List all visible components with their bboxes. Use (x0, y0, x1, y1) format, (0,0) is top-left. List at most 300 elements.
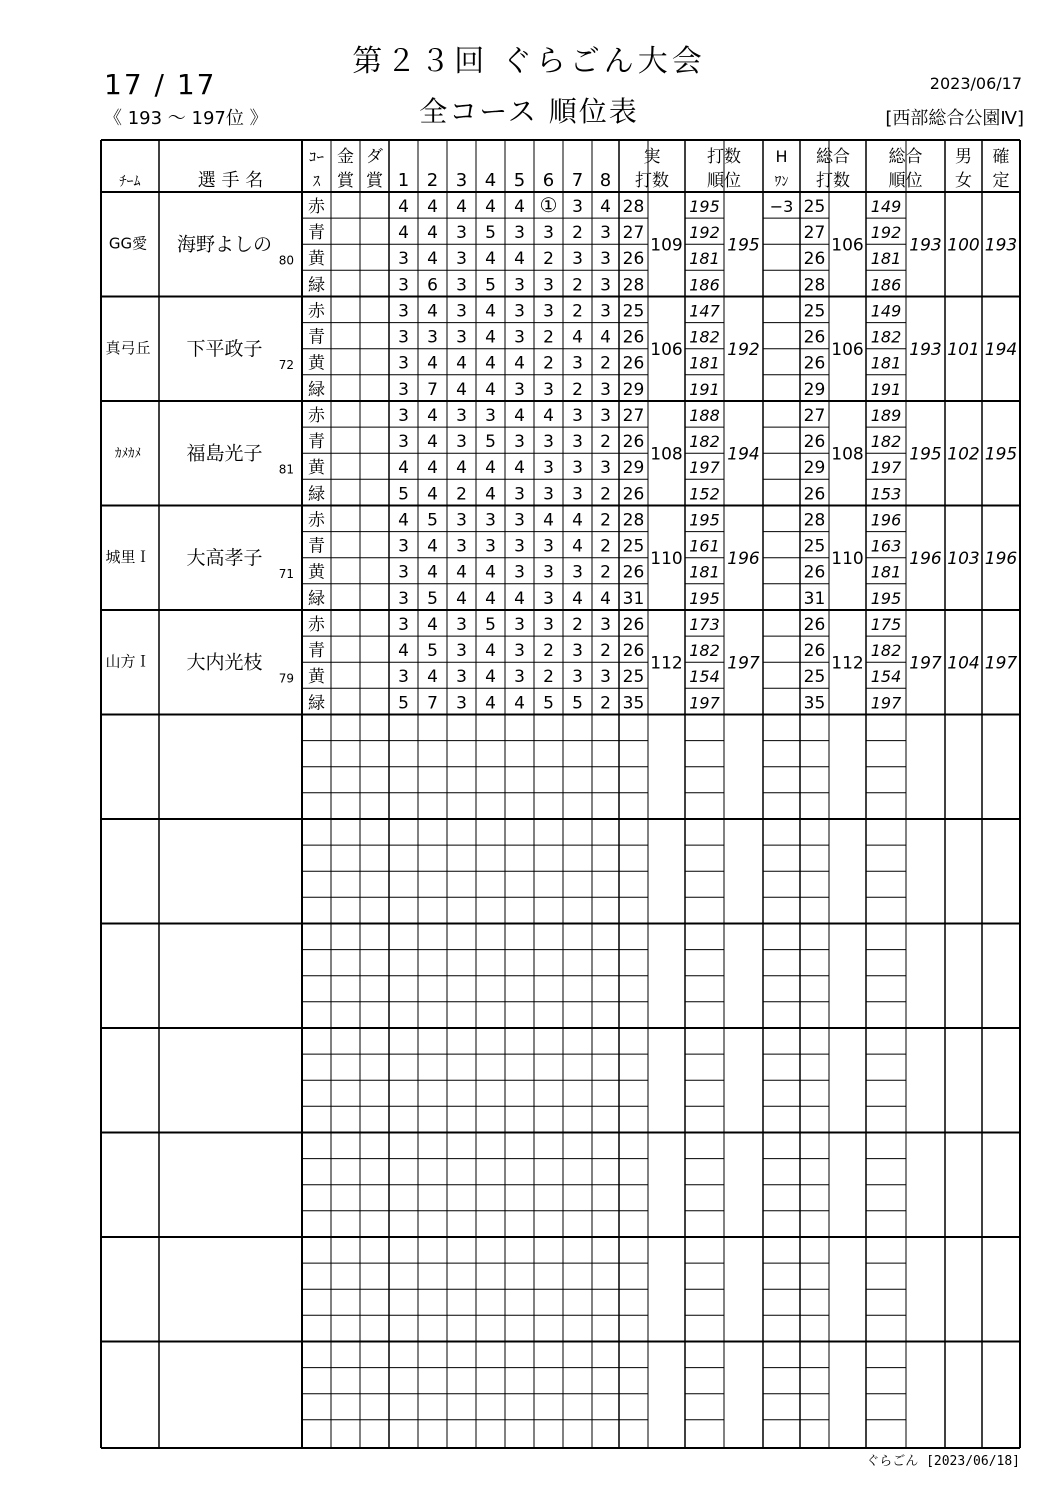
total-rank: 193 (909, 339, 942, 360)
total-rank: 197 (909, 653, 942, 674)
hole-score: 5 (485, 432, 496, 453)
hole-score: 4 (398, 641, 409, 662)
course-rank: 197 (689, 693, 720, 713)
final-rank: 197 (984, 653, 1018, 674)
final-rank: 193 (984, 235, 1018, 256)
total-course-rank: 197 (870, 693, 902, 713)
hole-score: 3 (572, 484, 583, 505)
header-rank2: 総合 (888, 147, 923, 167)
team-name: ｶﾒｶﾒ (115, 446, 141, 462)
hole-score: 3 (572, 249, 583, 270)
course-subtotal: 26 (622, 615, 645, 635)
hole-score: 2 (600, 510, 611, 531)
hole-score: 4 (456, 588, 467, 609)
hole-score: 4 (514, 693, 525, 714)
hole-score: 3 (543, 458, 554, 479)
hole-score: 3 (398, 327, 409, 348)
hole-score: 3 (456, 641, 467, 662)
hole-score: 3 (456, 536, 467, 557)
course-rank: 195 (689, 510, 720, 530)
hole-score: 5 (398, 693, 409, 714)
header-total: 打数 (816, 171, 850, 191)
hole-score: 3 (456, 693, 467, 714)
hole-score: 2 (543, 327, 554, 348)
hole-score: 3 (456, 615, 467, 635)
gender-rank: 103 (947, 548, 980, 569)
hole-score: 4 (427, 458, 438, 479)
hole-score: 3 (514, 432, 525, 453)
course-subtotal: 28 (622, 197, 645, 217)
total-course-rank: 181 (870, 562, 902, 582)
hole-score: 3 (600, 223, 611, 244)
header-rank1: 打数 (707, 147, 741, 167)
hole-score: 5 (485, 615, 496, 635)
hole-score: 4 (514, 353, 525, 374)
hole-score: 5 (543, 693, 554, 714)
header-da: 賞 (366, 171, 383, 191)
hole-score: 4 (543, 510, 554, 531)
hole-score: 2 (572, 275, 583, 296)
course-subtotal: 25 (622, 536, 645, 557)
hole-score: 3 (456, 301, 467, 322)
header-hole-5: 5 (513, 170, 526, 191)
gender-rank: 104 (947, 653, 980, 674)
player-age: 72 (278, 357, 294, 372)
hole-score: 5 (572, 693, 583, 714)
hole-score: 4 (514, 249, 525, 270)
hole-score: 3 (514, 641, 525, 662)
hole-score: 3 (427, 327, 438, 348)
total-subtotal: 26 (803, 615, 826, 635)
course-rank: 197 (689, 458, 720, 478)
hole-score: 4 (485, 693, 496, 714)
actual-strokes: 110 (650, 548, 683, 569)
hole-score: 2 (456, 484, 467, 505)
total-strokes: 110 (831, 548, 864, 569)
course-rank: 195 (689, 588, 720, 608)
hole-score: 3 (600, 667, 611, 688)
hole-score: 3 (514, 301, 525, 322)
course-name: 緑 (308, 693, 325, 714)
final-rank: 195 (984, 444, 1018, 465)
team-name: GG愛 (108, 234, 148, 253)
stroke-rank: 195 (727, 235, 760, 256)
total-rank: 195 (909, 444, 942, 465)
course-name: 黄 (308, 667, 325, 688)
total-strokes: 108 (831, 444, 864, 465)
hole-score: 4 (514, 458, 525, 479)
header-name: 選 手 名 (197, 170, 264, 191)
course-rank: 182 (689, 432, 720, 452)
total-subtotal: 26 (803, 432, 826, 453)
hole-score: 2 (572, 615, 583, 635)
hole-score: 2 (600, 562, 611, 583)
hole-score: 3 (543, 484, 554, 505)
course-rank: 195 (689, 197, 720, 216)
hole-score: 3 (398, 249, 409, 270)
hole-score: 5 (485, 275, 496, 296)
hole-score: 2 (600, 641, 611, 662)
header-gender: 女 (955, 171, 972, 191)
course-rank: 152 (689, 484, 720, 504)
header-hole-8: 8 (599, 170, 612, 191)
hole-score: 4 (427, 667, 438, 688)
course-rank: 181 (689, 249, 720, 269)
total-subtotal: 26 (803, 484, 826, 505)
hole-score: 2 (600, 536, 611, 557)
hole-score: 3 (572, 197, 583, 217)
course-subtotal: 27 (622, 406, 645, 426)
hole-score: 4 (485, 641, 496, 662)
total-strokes: 106 (831, 339, 864, 360)
hole-score: 3 (514, 379, 525, 400)
hole-score: 2 (600, 484, 611, 505)
course-name: 赤 (308, 615, 325, 635)
total-subtotal: 25 (803, 301, 826, 322)
hole-score: 3 (398, 562, 409, 583)
total-course-rank: 196 (870, 510, 902, 530)
header-final: 確 (992, 147, 1010, 167)
stroke-rank: 196 (727, 548, 760, 569)
hole-score: 4 (572, 510, 583, 531)
hole-score: 3 (398, 667, 409, 688)
hole-score: 4 (572, 536, 583, 557)
course-rank: 191 (689, 379, 720, 399)
hole-score: 4 (485, 588, 496, 609)
hole-score: 3 (398, 379, 409, 400)
player-name: 海野よしの (176, 233, 273, 256)
hole-score: 3 (572, 432, 583, 453)
header-kin: 金 (337, 147, 354, 167)
course-name: 黄 (308, 249, 325, 270)
total-course-rank: 175 (870, 615, 902, 634)
player-name: 大内光枝 (186, 651, 263, 674)
header-handicap: ﾜﾝ (774, 174, 789, 190)
total-course-rank: 197 (870, 458, 902, 478)
total-subtotal: 26 (803, 353, 826, 374)
course-subtotal: 28 (622, 510, 645, 531)
hole-score: 3 (398, 432, 409, 453)
player-name: 大高孝子 (186, 546, 263, 569)
course-subtotal: 27 (622, 223, 645, 244)
hole-score: 4 (485, 484, 496, 505)
hole-score: 4 (427, 484, 438, 505)
course-subtotal: 26 (622, 562, 645, 583)
hole-score: 3 (456, 223, 467, 244)
total-subtotal: 27 (803, 406, 826, 426)
hole-score: 3 (543, 223, 554, 244)
total-strokes: 112 (831, 653, 864, 674)
hole-score: 3 (543, 536, 554, 557)
player-age: 80 (278, 253, 294, 268)
header-final: 定 (992, 171, 1010, 191)
total-course-rank: 181 (870, 353, 902, 373)
hole-score: 3 (543, 379, 554, 400)
page-subtitle: 全コース 順位表 (419, 95, 639, 128)
total-course-rank: 195 (870, 588, 902, 608)
total-rank: 196 (909, 548, 942, 569)
hole-score: 2 (543, 667, 554, 688)
hole-score: 5 (398, 484, 409, 505)
hole-score: 3 (600, 458, 611, 479)
hole-score: 4 (456, 353, 467, 374)
hole-score: 4 (398, 197, 409, 217)
hole-score: 3 (514, 223, 525, 244)
hole-score: 4 (427, 432, 438, 453)
final-rank: 196 (984, 548, 1018, 569)
course-subtotal: 29 (622, 458, 645, 479)
total-subtotal: 26 (803, 641, 826, 662)
course-rank: 147 (689, 301, 720, 321)
course-subtotal: 26 (622, 327, 645, 348)
page-title: 第２３回 ぐらごん大会 (352, 44, 706, 79)
course-rank: 192 (689, 223, 720, 243)
course-name: 青 (308, 327, 325, 348)
stroke-rank: 197 (727, 653, 760, 674)
header-handicap: H (775, 147, 788, 166)
course-rank: 188 (689, 406, 720, 425)
team-name: 山方Ｉ (105, 652, 151, 671)
header-hole-4: 4 (484, 170, 497, 191)
header-rank2: 順位 (888, 171, 923, 191)
course-name: 赤 (308, 406, 325, 426)
header-actual: 打数 (635, 171, 669, 191)
hole-score: 4 (485, 249, 496, 270)
total-subtotal: 26 (803, 249, 826, 270)
hole-score: 3 (398, 588, 409, 609)
course-subtotal: 26 (622, 249, 645, 270)
total-subtotal: 35 (803, 693, 826, 714)
hole-score: 4 (600, 327, 611, 348)
hole-score: 4 (427, 536, 438, 557)
hole-score: 4 (485, 353, 496, 374)
total-subtotal: 25 (803, 536, 826, 557)
total-subtotal: 25 (803, 197, 826, 217)
hole-score: 4 (514, 588, 525, 609)
hole-score: 4 (398, 510, 409, 531)
course-name: 緑 (308, 484, 325, 505)
footer-credit: ぐらごん [2023/06/18] (866, 1454, 1020, 1469)
hole-score: 2 (543, 353, 554, 374)
header-actual: 実 (643, 147, 661, 167)
course-subtotal: 35 (622, 693, 645, 714)
hole-score: 4 (398, 458, 409, 479)
hole-score: 3 (572, 353, 583, 374)
hole-score: 3 (398, 301, 409, 322)
actual-strokes: 108 (650, 444, 683, 465)
hole-score: 3 (572, 406, 583, 426)
hole-score: 3 (572, 562, 583, 583)
total-course-rank: 192 (870, 223, 902, 243)
hole-score: 2 (600, 432, 611, 453)
hole-score: 3 (543, 432, 554, 453)
hole-score: 5 (427, 588, 438, 609)
hole-score: 3 (514, 536, 525, 557)
course-name: 赤 (308, 301, 325, 322)
course-name: 青 (308, 432, 325, 453)
hole-score: 3 (514, 562, 525, 583)
header-total: 総合 (816, 147, 850, 167)
course-name: 黄 (308, 353, 325, 374)
hole-score: 3 (572, 667, 583, 688)
player-age: 81 (278, 462, 294, 477)
total-course-rank: 149 (870, 301, 902, 321)
hole-score: 4 (398, 223, 409, 244)
course-subtotal: 26 (622, 432, 645, 453)
hole-score: 3 (456, 667, 467, 688)
player-name: 下平政子 (186, 337, 263, 360)
header-kin: 賞 (337, 171, 354, 191)
hole-score: 4 (427, 353, 438, 374)
total-course-rank: 191 (870, 379, 902, 399)
hole-score: 3 (485, 510, 496, 531)
gender-rank: 100 (947, 235, 980, 256)
course-subtotal: 26 (622, 641, 645, 662)
course-subtotal: 29 (622, 379, 645, 400)
hole-score: 4 (485, 562, 496, 583)
hole-score: 6 (427, 275, 438, 296)
course-rank: 181 (689, 353, 720, 373)
hole-score: 4 (485, 379, 496, 400)
hole-score: 4 (456, 458, 467, 479)
total-subtotal: 29 (803, 458, 826, 479)
hole-score: 2 (543, 249, 554, 270)
hole-score: 2 (572, 301, 583, 322)
course-name: 赤 (308, 510, 325, 531)
hole-score: 3 (456, 275, 467, 296)
hole-score: 4 (572, 327, 583, 348)
total-subtotal: 28 (803, 510, 826, 531)
course-rank: 181 (689, 562, 720, 582)
total-course-rank: 153 (870, 484, 902, 504)
hole-score: 3 (485, 536, 496, 557)
hole-score: ① (539, 193, 558, 217)
gender-rank: 102 (947, 444, 980, 465)
hole-score: 3 (456, 432, 467, 453)
course-rank: 186 (689, 275, 720, 295)
final-rank: 194 (984, 339, 1018, 360)
hole-score: 3 (543, 588, 554, 609)
hole-score: 4 (456, 562, 467, 583)
hole-score: 3 (456, 510, 467, 531)
total-subtotal: 31 (803, 588, 826, 609)
hole-score: 2 (600, 693, 611, 714)
total-course-rank: 149 (870, 197, 902, 216)
gender-rank: 101 (947, 339, 980, 360)
hole-score: 5 (485, 223, 496, 244)
course-name: 緑 (308, 379, 325, 400)
hole-score: 3 (398, 353, 409, 374)
hole-score: 3 (543, 562, 554, 583)
hole-score: 3 (600, 406, 611, 426)
total-course-rank: 189 (870, 406, 902, 425)
header-team: ﾁｰﾑ (119, 174, 141, 190)
course-name: 緑 (308, 588, 325, 609)
hole-score: 5 (427, 510, 438, 531)
header-rank1: 順位 (707, 171, 741, 191)
hole-score: 3 (514, 510, 525, 531)
total-course-rank: 163 (870, 536, 902, 556)
total-strokes: 106 (831, 235, 864, 256)
hole-score: 3 (600, 275, 611, 296)
rank-range: 《 193 ～ 197位 》 (104, 108, 268, 129)
hole-score: 3 (398, 615, 409, 635)
course-subtotal: 26 (622, 353, 645, 374)
actual-strokes: 109 (650, 235, 683, 256)
actual-strokes: 106 (650, 339, 683, 360)
hole-score: 3 (543, 615, 554, 635)
course-name: 黄 (308, 562, 325, 583)
hole-score: 7 (427, 379, 438, 400)
header-gender: 男 (955, 147, 972, 167)
header-hole-2: 2 (426, 170, 439, 191)
total-course-rank: 182 (870, 327, 902, 347)
handicap-value: −3 (769, 197, 794, 216)
total-subtotal: 29 (803, 379, 826, 400)
hole-score: 3 (398, 536, 409, 557)
hole-score: 4 (485, 458, 496, 479)
hole-score: 4 (600, 197, 611, 217)
header-hole-7: 7 (571, 170, 584, 191)
hole-score: 3 (514, 484, 525, 505)
course-subtotal: 31 (622, 588, 645, 609)
hole-score: 5 (427, 641, 438, 662)
hole-score: 2 (572, 223, 583, 244)
venue-label: [西部総合公園Ⅳ] (885, 108, 1024, 129)
hole-score: 3 (600, 249, 611, 270)
hole-score: 4 (427, 301, 438, 322)
course-name: 黄 (308, 458, 325, 479)
header-course: ｽ (312, 172, 321, 190)
course-name: 緑 (308, 275, 325, 296)
total-subtotal: 25 (803, 667, 826, 688)
hole-score: 4 (427, 223, 438, 244)
course-rank: 182 (689, 641, 720, 661)
hole-score: 4 (427, 249, 438, 270)
header-da: ダ (366, 147, 383, 167)
total-rank: 193 (909, 235, 942, 256)
hole-score: 3 (600, 301, 611, 322)
hole-score: 4 (427, 197, 438, 217)
actual-strokes: 112 (650, 653, 683, 674)
header-hole-3: 3 (455, 170, 468, 191)
course-subtotal: 26 (622, 484, 645, 505)
header-hole-6: 6 (542, 170, 555, 191)
hole-score: 3 (572, 458, 583, 479)
player-age: 79 (278, 671, 294, 686)
total-course-rank: 182 (870, 432, 902, 452)
hole-score: 3 (514, 275, 525, 296)
course-name: 青 (308, 536, 325, 557)
hole-score: 3 (543, 275, 554, 296)
hole-score: 4 (485, 197, 496, 217)
hole-score: 3 (514, 327, 525, 348)
total-subtotal: 26 (803, 327, 826, 348)
total-course-rank: 181 (870, 249, 902, 269)
event-date: 2023/06/17 (929, 74, 1022, 93)
player-age: 71 (278, 566, 294, 581)
course-name: 青 (308, 641, 325, 662)
course-name: 青 (308, 223, 325, 244)
total-course-rank: 186 (870, 275, 902, 295)
stroke-rank: 192 (727, 339, 760, 360)
course-rank: 161 (689, 536, 720, 556)
player-name: 福島光子 (186, 442, 263, 465)
hole-score: 3 (398, 406, 409, 426)
hole-score: 3 (485, 406, 496, 426)
total-course-rank: 182 (870, 641, 902, 661)
hole-score: 4 (427, 406, 438, 426)
